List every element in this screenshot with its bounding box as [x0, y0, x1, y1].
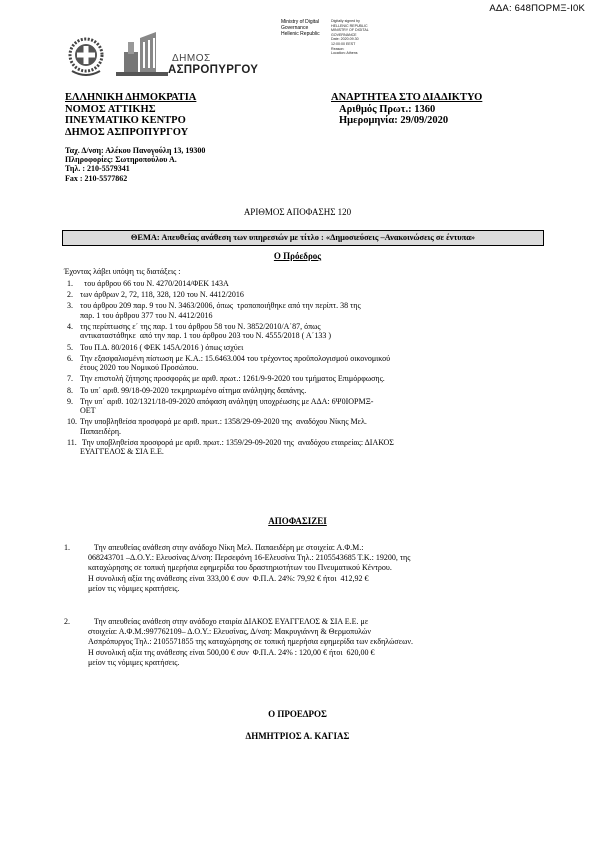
consideration-text: Την επιστολή ζήτησης προσφοράς με αριθ. πρωτ.: 1261/9-9-2020 του τμήματος Επιμόρφωσης. [80, 374, 385, 384]
decision-text: στοιχεία: Α.Φ.Μ.:997762109– Δ.Ο.Υ.: Ελευσίνας, Δ/νση: Μακρυγιάννη & Θερμοπυλών [88, 627, 371, 637]
signature-meta-line: Location: Athens [331, 51, 358, 56]
consideration-item [64, 438, 544, 457]
consideration-text: ΟΕΤ [80, 406, 96, 416]
digital-signature-meta [331, 19, 369, 56]
protocol-date: Ημερομηνία: 29/09/2020 [339, 115, 449, 127]
signature-meta-line: GOVERNANCE [331, 32, 357, 37]
consideration-text: έτους 2020 του Νομικού Προσώπου. [80, 363, 199, 373]
consideration-text: Την εξασφαλισμένη πίστωση με Κ.Α.: 15.6463.004 του τρέχοντος προϋπολογισμού οικονομικού [80, 353, 391, 363]
consideration-number: 7. [67, 374, 73, 384]
subject-box: ΘΕΜΑ: Απευθείας ανάθεση των υπηρεσιών με τίτλο : «Δημοσιεύσεις –Ανακοινώσεις σε έντυπα» [62, 230, 544, 246]
signature-line: Governance [281, 25, 309, 32]
decision-number-label: 2. [64, 617, 70, 626]
consideration-number: 8. [67, 385, 73, 395]
signature-meta-line: Reason: [331, 46, 345, 51]
consideration-text: αντικαταστάθηκε από την παρ. 1 του άρθρου 203 του Ν. 4555/2018 ( Α΄133 ) [80, 331, 331, 341]
greek-coat-of-arms-icon [66, 33, 106, 77]
logo-text-bottom: ΑΣΠΡΟΠΥΡΓΟΥ [168, 64, 259, 76]
decision-text: Ασπρόπυργος Τηλ.: 2105571855 της καταχώρησης σε τοπική ημερήσια εφημερίδα των εκδηλώσεων. [88, 637, 413, 647]
signature-line: Ministry of Digital [281, 19, 320, 25]
consideration-text: Την υποβληθείσα προσφορά με αριθ. πρωτ.: 1359/29-09-2020 της αναδόχου εταιρείας: ΔΙΑΚΟΣ [80, 438, 394, 448]
consideration-item [64, 397, 544, 416]
contact-line: Πληροφορίες: Σωτηροπούλου Α. [65, 155, 177, 165]
signature-meta-line: MINISTRY OF DIGITAL [331, 28, 369, 33]
consideration-item [64, 279, 544, 288]
consideration-text: του άρθρου 66 του Ν. 4270/2014/ΦΕΚ 143Α [80, 279, 229, 288]
logo-text-top: ΔΗΜΟΣ [172, 53, 211, 64]
digital-signature-label [281, 19, 320, 38]
signature-line: Hellenic Republic [281, 31, 320, 38]
issuer-line: ΝΟΜΟΣ ΑΤΤΙΚΗΣ [65, 103, 156, 115]
decision-text: Την απευθείας ανάθεση στην ανάδοχο Νίκη Μελ. Παπαειδέρη με στοιχεία: Α.Φ.Μ.: [88, 543, 364, 552]
issuer-header [65, 92, 196, 138]
issuer-line: ΠΝΕΥΜΑΤΙΚΟ ΚΕΝΤΡΟ [65, 115, 186, 127]
consideration-text: των άρθρων 2, 72, 118, 328, 120 του Ν. 4412/2016 [80, 290, 244, 300]
decision-number-label: 1. [64, 543, 70, 552]
consideration-number: 3. [67, 301, 73, 311]
consideration-number: 5. [67, 342, 73, 352]
decision-text: Η συνολική αξία της ανάθεσης είναι 500,00 € συν Φ.Π.Α. 24% : 120,00 € ήτοι 620,00 € [88, 647, 375, 657]
consideration-text: Παπαειδέρη. [80, 426, 122, 436]
consideration-item [64, 386, 544, 395]
consideration-number: 1. [67, 279, 73, 288]
consideration-number: 9. [67, 396, 73, 406]
consideration-text: της περίπτωσης ε΄ της παρ. 1 του άρθρου 58 του Ν. 3852/2010/Α΄87, όπως [80, 322, 321, 332]
considerations-list [64, 279, 544, 459]
contact-line: Τηλ. : 210-5579341 [65, 164, 130, 174]
consideration-text: Το υπ΄ αριθ. 99/18-09-2020 τεκμηριωμένο αίτημα ανάληψης δαπάνης. [80, 385, 307, 395]
issuer-line: ΕΛΛΗΝΙΚΗ ΔΗΜΟΚΡΑΤΙΑ [65, 92, 197, 103]
decision-text: μείον τις νόμιμες κρατήσεις. [88, 657, 180, 667]
consideration-text: του άρθρου 209 παρ. 9 του Ν. 3463/2006, όπως τροποποιήθηκε από την περίπτ. 38 της [80, 301, 361, 311]
decision-text: καταχώρησης σε τοπική ημερήσια εφημερίδα του δραστηριοτήτων του Πνευματικού Κέντρου. [88, 563, 392, 573]
consideration-number: 2. [67, 290, 73, 300]
ada-code: ΑΔΑ: 648ΠΟΡΜΞ-Ι0Κ [489, 3, 585, 14]
consideration-text: Την υποβληθείσα προσφορά με αριθ. πρωτ.: 1358/29-09-2020 της αναδόχου Νίκης Μελ. [80, 417, 367, 427]
signature-name: ΔΗΜΗΤΡΙΟΣ Α. ΚΑΓΙΑΣ [245, 731, 350, 741]
signature-meta-line: 12:00:00 EEST [331, 41, 356, 46]
consideration-item [64, 417, 544, 436]
contact-line: Fax : 210-5577862 [65, 173, 128, 183]
consideration-number: 10. [67, 417, 77, 427]
signature-meta-line: Digitally signed by [331, 19, 360, 23]
protocol-header [331, 92, 482, 127]
decision-item [64, 543, 550, 594]
consideration-item [64, 343, 544, 352]
publish-online-title: ΑΝΑΡΤΗΤΕΑ ΣΤΟ ΔΙΑΔΙΚΤΥΟ [331, 92, 483, 103]
president-heading: Ο Πρόεδρος [273, 251, 322, 261]
contact-line: Ταχ. Δ/νση: Αλέκου Πανογούλη 13, 19300 [65, 146, 206, 155]
decision-item [64, 617, 550, 668]
intro-text: Έχοντας λάβει υπόψη τις διατάξεις : [64, 267, 181, 276]
consideration-item [64, 322, 544, 341]
decision-number: ΑΡΙΘΜΟΣ ΑΠΟΦΑΣΗΣ 120 [243, 207, 352, 217]
decision-text: Την απευθείας ανάθεση στην ανάδοχο εταιρία ΔΙΑΚΟΣ ΕΥΑΓΓΕΛΟΣ & ΣΙΑ Ε.Ε. με [88, 617, 369, 626]
consideration-number: 6. [67, 353, 73, 363]
consideration-text: ΕΥΑΓΓΕΛΟΣ & ΣΙΑ Ε.Ε. [80, 447, 164, 457]
consideration-number: 4. [67, 322, 73, 332]
signature-role: Ο ΠΡΟΕΔΡΟΣ [268, 709, 327, 719]
decision-text: Η συνολική αξία της ανάθεσης είναι 333,00 € συν Φ.Π.Α. 24%: 79,92 € ήτοι 412,92 € [88, 573, 369, 583]
consideration-item [64, 301, 544, 320]
signature-meta-line: HELLENIC REPUBLIC [331, 23, 368, 28]
issuer-line: ΔΗΜΟΣ ΑΣΠΡΟΠΥΡΓΟΥ [65, 126, 189, 138]
consideration-item [64, 290, 544, 299]
contact-block [65, 146, 205, 183]
protocol-number: Αριθμός Πρωτ.: 1360 [339, 103, 436, 115]
consideration-item [64, 354, 544, 373]
consideration-item [64, 374, 544, 383]
consideration-number: 11. [67, 438, 77, 448]
consideration-text: παρ. 1 του άρθρου 377 του Ν. 4412/2016 [80, 310, 213, 320]
decides-heading: ΑΠΟΦΑΣΙΖΕΙ [268, 516, 327, 526]
consideration-text: Του Π.Δ. 80/2016 ( ΦΕΚ 145Α/2016 ) όπως ισχύει [80, 342, 244, 352]
signature-meta-line: Date: 2020.09.30 [331, 37, 359, 42]
decision-text: μείον τις νόμιμες κρατήσεις. [88, 583, 180, 593]
decision-text: 068243701 –Δ.Ο.Υ.: Ελευσίνας Δ/νση: Περσεφόνη 16-Ελευσίνα Τηλ.: 2105543685 Τ.Κ.: 19200, της [88, 553, 411, 563]
consideration-text: Την υπ΄ αριθ. 102/1321/18-09-2020 απόφαση ανάληψη υποχρέωσης με ΑΔΑ: 6Ψ0ΙΟΡΜΞ- [80, 396, 374, 406]
